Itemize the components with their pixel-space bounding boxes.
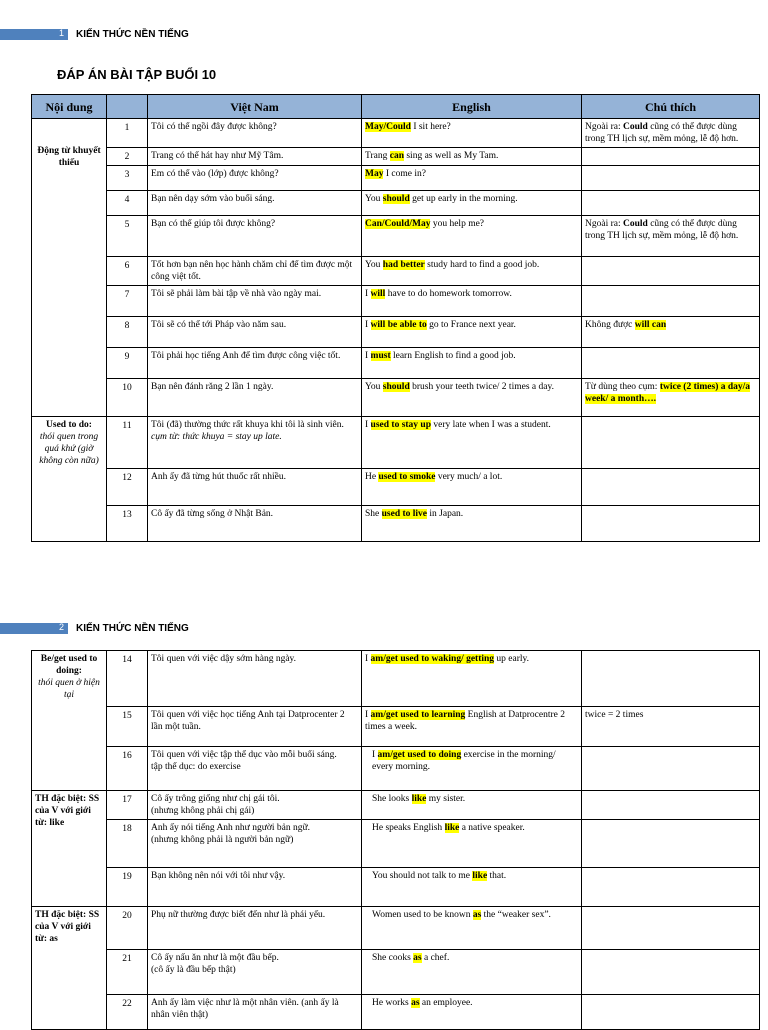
row-number: 4 (107, 191, 148, 216)
english-cell-highlight: used to live (381, 509, 428, 519)
header-text: KIẾN THỨC NỀN TIẾNG (76, 622, 189, 634)
table-row (32, 820, 760, 868)
english-cell-text: You (365, 382, 383, 392)
english-cell-highlight: Can/Could/May (365, 219, 431, 229)
english-cell (362, 820, 582, 868)
vietnamese-cell: Bạn nên đánh răng 2 lần 1 ngày. (148, 379, 362, 417)
english-cell-highlight: am/get used to learning (370, 710, 466, 720)
english-cell (362, 166, 582, 191)
note-cell (582, 950, 760, 995)
note-cell (582, 317, 760, 348)
vietnamese-cell: Anh ấy nói tiếng Anh như người bản ngữ. (nhưng không phải là người bản ngữ) (148, 820, 362, 868)
note-cell (582, 747, 760, 791)
vietnamese-cell: Phụ nữ thường được biết đến như là phái yếu. (148, 907, 362, 950)
row-number: 17 (107, 791, 148, 820)
table-row (32, 651, 760, 707)
table-row (32, 379, 760, 417)
row-number: 18 (107, 820, 148, 868)
english-cell-text: go to France next year. (426, 320, 516, 330)
english-cell-highlight: used to smoke (378, 472, 436, 482)
header-bar (0, 29, 68, 40)
english-cell (362, 791, 582, 820)
english-cell (362, 469, 582, 506)
row-number: 9 (107, 348, 148, 379)
english-cell-text: in Japan. (427, 509, 464, 519)
vietnamese-cell: Anh ấy đã từng hút thuốc rất nhiều. (148, 469, 362, 506)
table-row (32, 506, 760, 542)
note-cell-text: Ngoài ra: (585, 122, 623, 132)
section-header-2 (0, 621, 189, 635)
note-cell-text: Ngoài ra: (585, 219, 623, 229)
row-number: 21 (107, 950, 148, 995)
header-bar (0, 623, 68, 634)
note-cell (582, 166, 760, 191)
english-cell-text: a chef. (421, 953, 450, 963)
note-cell-highlight: Could (623, 219, 648, 229)
english-cell-text: I sit here? (410, 122, 451, 132)
row-number: 19 (107, 868, 148, 907)
table-row (32, 148, 760, 166)
english-cell (362, 907, 582, 950)
answer-table-2 (31, 650, 760, 1030)
table-header-row (32, 95, 760, 119)
row-number: 14 (107, 651, 148, 707)
category-cell-like: TH đặc biệt: SS của V với giới từ: like (32, 791, 107, 907)
english-cell-highlight: like (444, 823, 460, 833)
english-cell-text: the “weaker sex”. (481, 910, 551, 920)
note-cell-highlight: will can (634, 320, 667, 330)
english-cell-highlight: am/get used to waking/ getting (370, 654, 495, 664)
note-cell (582, 348, 760, 379)
note-cell (582, 651, 760, 707)
english-cell-text: brush your teeth twice/ 2 times a day. (409, 382, 554, 392)
note-cell (582, 469, 760, 506)
vietnamese-note: tập thể dục: do exercise (151, 762, 241, 772)
english-cell-highlight: as (413, 953, 422, 963)
col-header: Chú thích (582, 95, 760, 119)
vietnamese-note: (nhưng không phải chị gái) (151, 806, 255, 816)
english-cell-text: He speaks English (372, 823, 445, 833)
vietnamese-cell: Bạn nên dạy sớm vào buổi sáng. (148, 191, 362, 216)
english-cell-text: She looks (372, 794, 412, 804)
table-row (32, 747, 760, 791)
col-header: Nội dung (32, 95, 107, 119)
english-cell-highlight: must (370, 351, 391, 361)
vietnamese-cell: Em có thể vào (lớp) được không? (148, 166, 362, 191)
table-row (32, 907, 760, 950)
note-cell (582, 216, 760, 257)
english-cell-text: I (365, 351, 371, 361)
english-cell (362, 317, 582, 348)
english-cell (362, 651, 582, 707)
english-cell-text: He (365, 472, 379, 482)
col-header: Việt Nam (148, 95, 362, 119)
row-number: 8 (107, 317, 148, 348)
note-cell: twice = 2 times (582, 707, 760, 747)
english-cell-text: up early. (494, 654, 530, 664)
note-cell-highlight: Could (623, 122, 648, 132)
english-cell (362, 995, 582, 1030)
table-row (32, 469, 760, 506)
vietnamese-cell: Tôi (đã) thường thức rất khuya khi tôi là sinh viên. cụm từ: thức khuya = stay up late. (148, 417, 362, 469)
english-cell-text: I (372, 750, 378, 760)
vietnamese-cell: Anh ấy làm việc như là một nhân viên. (anh ấy là nhân viên thật) (148, 995, 362, 1030)
row-number: 3 (107, 166, 148, 191)
english-cell (362, 950, 582, 995)
category-cell-used-to (32, 417, 107, 542)
english-cell-text: You (365, 194, 383, 204)
english-cell-text: get up early in the morning. (409, 194, 518, 204)
english-cell (362, 286, 582, 317)
note-cell-text: Từ dùng theo cụm: (585, 382, 660, 392)
table-row (32, 257, 760, 286)
category-subtitle: thói quen trong quá khứ (giờ không còn nữa) (39, 432, 99, 466)
note-cell (582, 191, 760, 216)
header-text: KIẾN THỨC NỀN TIẾNG (76, 28, 189, 40)
table-row (32, 707, 760, 747)
row-number: 16 (107, 747, 148, 791)
table-row (32, 348, 760, 379)
table-row (32, 417, 760, 469)
table-row (32, 216, 760, 257)
category-subtitle: thói quen ở hiện tại (38, 678, 100, 700)
english-cell (362, 868, 582, 907)
english-cell-highlight: can (389, 151, 404, 161)
note-cell (582, 506, 760, 542)
vietnamese-cell: Tốt hơn bạn nên học hành chăm chỉ để tìm được một công việt tốt. (148, 257, 362, 286)
header-number: 1 (58, 27, 64, 38)
vietnamese-cell: Tôi sẽ phải làm bài tập về nhà vào ngày mai. (148, 286, 362, 317)
table-row (32, 286, 760, 317)
vietnamese-cell: Tôi quen với việc dậy sớm hàng ngày. (148, 651, 362, 707)
vietnamese-cell: Cô ấy nấu ăn như là một đầu bếp. (cô ấy là đầu bếp thật) (148, 950, 362, 995)
category-cell-as: TH đặc biệt: SS của V với giới từ: as (32, 907, 107, 1030)
english-cell-highlight: May/Could (365, 122, 411, 132)
vietnamese-cell: Cô ấy đã từng sống ở Nhật Bản. (148, 506, 362, 542)
english-cell-highlight: used to stay up (370, 420, 431, 430)
english-cell-text: She (365, 509, 382, 519)
row-number: 1 (107, 119, 148, 148)
note-cell (582, 868, 760, 907)
english-cell-highlight: as (411, 998, 420, 1008)
english-cell-text: have to do homework tomorrow. (385, 289, 512, 299)
english-cell-text: I (365, 320, 371, 330)
english-cell (362, 119, 582, 148)
note-cell (582, 119, 760, 148)
note-cell-text: cũng có thể được dùng trong TH lịch sự, mềm mỏng, lễ độ hơn. (585, 122, 739, 144)
row-number: 10 (107, 379, 148, 417)
row-number: 22 (107, 995, 148, 1030)
category-cell-modal-verbs: Động từ khuyết thiếu (32, 119, 107, 417)
row-number: 5 (107, 216, 148, 257)
english-cell (362, 747, 582, 791)
english-cell-text: I come in? (383, 169, 426, 179)
english-cell-text: that. (487, 871, 507, 881)
vietnamese-cell: Tôi quen với việc tập thể dục vào mỗi buổi sáng. tập thể dục: do exercise (148, 747, 362, 791)
english-cell (362, 417, 582, 469)
vietnamese-cell: Tôi có thể ngồi đây được không? (148, 119, 362, 148)
english-cell-text: my sister. (426, 794, 466, 804)
note-cell (582, 379, 760, 417)
english-cell-text: learn English to find a good job. (390, 351, 516, 361)
row-number: 15 (107, 707, 148, 747)
vietnamese-note: cụm từ: thức khuya = stay up late. (151, 432, 282, 442)
row-number: 2 (107, 148, 148, 166)
english-cell-text: I (365, 710, 371, 720)
english-cell-highlight: like (472, 871, 488, 881)
english-cell-text: You should not talk to me (372, 871, 473, 881)
category-title: Used to do: (46, 420, 92, 430)
row-number: 11 (107, 417, 148, 469)
table-row (32, 791, 760, 820)
english-cell-highlight: will (370, 289, 386, 299)
vietnamese-cell: Bạn không nên nói với tôi như vậy. (148, 868, 362, 907)
english-cell-text: You (365, 260, 383, 270)
vietnamese-note: (cô ấy là đầu bếp thật) (151, 965, 236, 975)
english-cell-highlight: should (382, 382, 410, 392)
english-cell-highlight: will be able to (370, 320, 427, 330)
english-cell-text: a native speaker. (459, 823, 525, 833)
english-cell (362, 379, 582, 417)
note-cell (582, 286, 760, 317)
english-cell-text: very much/ a lot. (435, 472, 503, 482)
english-cell-text: He works (372, 998, 412, 1008)
english-cell-text: very late when I was a student. (431, 420, 551, 430)
table-row (32, 995, 760, 1030)
vietnamese-cell: Tôi sẽ có thể tới Pháp vào năm sau. (148, 317, 362, 348)
english-cell-highlight: like (411, 794, 427, 804)
note-cell (582, 820, 760, 868)
english-cell-text: I (365, 654, 371, 664)
note-cell-text: cũng có thể được dùng trong TH lịch sự, mềm mỏng, lễ độ hơn. (585, 219, 739, 241)
english-cell-highlight: as (472, 910, 482, 920)
english-cell (362, 707, 582, 747)
english-cell (362, 506, 582, 542)
english-cell (362, 191, 582, 216)
col-header-blank (107, 95, 148, 119)
english-cell-text: She cooks (372, 953, 414, 963)
note-cell (582, 907, 760, 950)
note-cell (582, 148, 760, 166)
english-cell-highlight: should (382, 194, 410, 204)
note-cell-highlight: twice (2 times) a day/a week/ a month…. (585, 382, 751, 404)
category-cell-be-get-used (32, 651, 107, 791)
english-cell-text: I (365, 420, 371, 430)
english-cell-text: an employee. (419, 998, 473, 1008)
table-row (32, 317, 760, 348)
table-row (32, 191, 760, 216)
note-cell (582, 791, 760, 820)
vietnamese-cell: Trang có thể hát hay như Mỹ Tâm. (148, 148, 362, 166)
row-number: 20 (107, 907, 148, 950)
vietnamese-cell: Cô ấy trông giống như chị gái tôi. (nhưng không phải chị gái) (148, 791, 362, 820)
english-cell-highlight: May (365, 169, 384, 179)
row-number: 6 (107, 257, 148, 286)
row-number: 13 (107, 506, 148, 542)
english-cell-text: English at Datprocentre 2 times a week. (365, 710, 565, 732)
english-cell-text: Trang (365, 151, 390, 161)
answer-table-1 (31, 94, 760, 542)
vietnamese-cell: Bạn có thể giúp tôi được không? (148, 216, 362, 257)
category-title: Be/get used to doing: (40, 654, 98, 676)
vietnamese-cell: Tôi quen với việc học tiếng Anh tại Datprocenter 2 lần một tuần. (148, 707, 362, 747)
english-cell-text: study hard to find a good job. (424, 260, 540, 270)
vietnamese-note: (nhưng không phải là người bản ngữ) (151, 835, 294, 845)
english-cell-highlight: am/get used to doing (377, 750, 462, 760)
english-cell-highlight: had better (382, 260, 425, 270)
note-cell-text: Không được (585, 320, 635, 330)
header-number: 2 (58, 621, 64, 632)
english-cell-text: I (365, 289, 371, 299)
english-cell-text: sing as well as My Tam. (403, 151, 499, 161)
document-title: ĐÁP ÁN BÀI TẬP BUỔI 10 (57, 67, 217, 82)
note-cell (582, 257, 760, 286)
table-row (32, 950, 760, 995)
table-row (32, 868, 760, 907)
vietnamese-cell: Tôi phải học tiếng Anh để tìm được công việc tốt. (148, 348, 362, 379)
row-number: 7 (107, 286, 148, 317)
english-cell (362, 148, 582, 166)
english-cell (362, 216, 582, 257)
english-cell-text: Women used to be known (372, 910, 473, 920)
table-row (32, 166, 760, 191)
english-cell (362, 348, 582, 379)
col-header: English (362, 95, 582, 119)
note-cell (582, 417, 760, 469)
english-cell (362, 257, 582, 286)
note-cell (582, 995, 760, 1030)
row-number: 12 (107, 469, 148, 506)
english-cell-text: exercise in the morning/ every morning. (372, 750, 556, 772)
table-row (32, 119, 760, 148)
section-header-1 (0, 27, 189, 41)
english-cell-text: you help me? (430, 219, 485, 229)
